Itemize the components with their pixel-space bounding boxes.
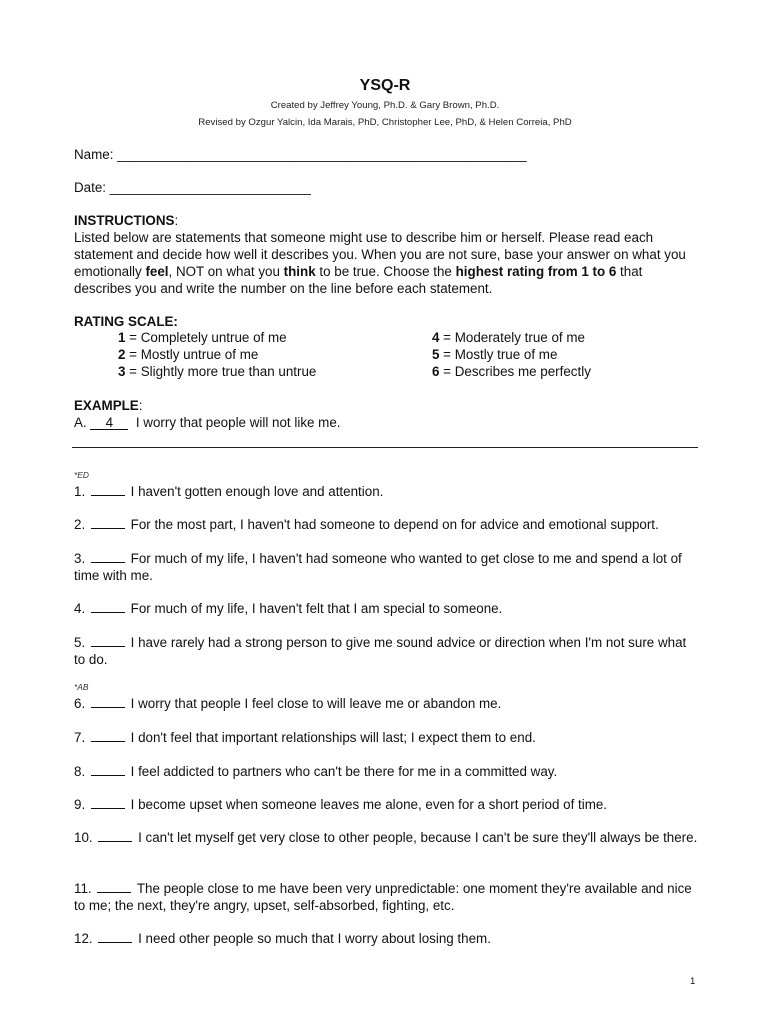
think-emphasis: think	[283, 264, 316, 279]
answer-blank[interactable]	[98, 830, 132, 842]
answer-blank[interactable]	[91, 551, 125, 563]
page-title: YSQ-R	[359, 77, 411, 94]
rating-scale-item: 3 = Slightly more true than untrue	[118, 364, 317, 379]
divider	[72, 447, 698, 448]
rating-scale-item: 5 = Mostly true of me	[432, 347, 558, 362]
revised-by-credit: Revised by Ozgur Yalcin, Ida Marais, PhD, Christopher Lee, PhD, & Helen Correia, PhD	[198, 117, 572, 128]
list-item: 6. I worry that people I feel close to will leave me or abandon me.	[74, 696, 502, 711]
instructions-heading: INSTRUCTIONS:	[74, 213, 179, 228]
answer-blank[interactable]	[91, 696, 125, 708]
instructions	[74, 212, 700, 297]
answer-blank[interactable]	[91, 764, 125, 776]
answer-blank[interactable]	[91, 797, 125, 809]
instructions-text: Listed below are statements that someone might use to describe him or herself. Please read each statement and decide how well it describes you. When you are not sure, base your answer on what you emotionally feel, NOT on what you think to be true. Choose the highest rating from 1 to 6 that describes you and write the number on the line before each statement.	[74, 230, 686, 296]
highest-rating-emphasis: highest rating from 1 to 6	[455, 264, 617, 279]
list-item: 10. I can't let myself get very close to other people, because I can't be sure they'll always be there.	[74, 830, 698, 845]
list-item: 1. I haven't gotten enough love and attention.	[74, 484, 384, 499]
answer-blank[interactable]	[98, 931, 132, 943]
list-item: 9. I become upset when someone leaves me alone, even for a short period of time.	[74, 797, 608, 812]
name-field[interactable]: Name: _______________________________________________________	[74, 147, 527, 162]
answer-blank[interactable]	[91, 484, 125, 496]
example-answer: 4	[90, 416, 128, 430]
created-by-credit: Created by Jeffrey Young, Ph.D. & Gary Brown, Ph.D.	[270, 100, 500, 111]
list-item: 7. I don't feel that important relationships will last; I expect them to end.	[74, 730, 536, 745]
list-item: 3. For much of my life, I haven't had someone who wanted to get close to me and spend a lot of time with me.	[74, 551, 682, 583]
list-item: 2. For the most part, I haven't had someone to depend on for advice and emotional support.	[74, 517, 659, 532]
example-heading: EXAMPLE:	[74, 398, 143, 413]
feel-emphasis: feel	[145, 264, 169, 279]
list-item: 5. I have rarely had a strong person to give me sound advice or direction when I'm not sure what to do.	[74, 635, 687, 667]
answer-blank[interactable]	[91, 601, 125, 613]
rating-scale-item: 1 = Completely untrue of me	[118, 330, 287, 345]
rating-scale-item: 2 = Mostly untrue of me	[118, 347, 259, 362]
date-field[interactable]: Date: ___________________________	[74, 180, 311, 195]
list-item: 11. The people close to me have been very unpredictable: one moment they're available and nice to me; the next, they're angry, upset, self-absorbed, fighting, etc.	[74, 881, 692, 913]
rating-scale-item: 6 = Describes me perfectly	[432, 364, 591, 379]
page-number: 1	[690, 976, 696, 987]
rating-scale-heading: RATING SCALE:	[74, 314, 178, 329]
answer-blank[interactable]	[97, 881, 131, 893]
list-item: 8. I feel addicted to partners who can't be there for me in a committed way.	[74, 764, 558, 779]
list-item: 12. I need other people so much that I worry about losing them.	[74, 931, 491, 946]
example-item: A. 4 I worry that people will not like me.	[74, 415, 341, 430]
answer-blank[interactable]	[91, 517, 125, 529]
answer-blank[interactable]	[91, 730, 125, 742]
rating-scale-item: 4 = Moderately true of me	[432, 330, 585, 345]
section-tag-ed: *ED	[74, 470, 89, 480]
answer-blank[interactable]	[91, 635, 125, 647]
section-tag-ab: *AB	[74, 682, 89, 692]
list-item: 4. For much of my life, I haven't felt that I am special to someone.	[74, 601, 503, 616]
